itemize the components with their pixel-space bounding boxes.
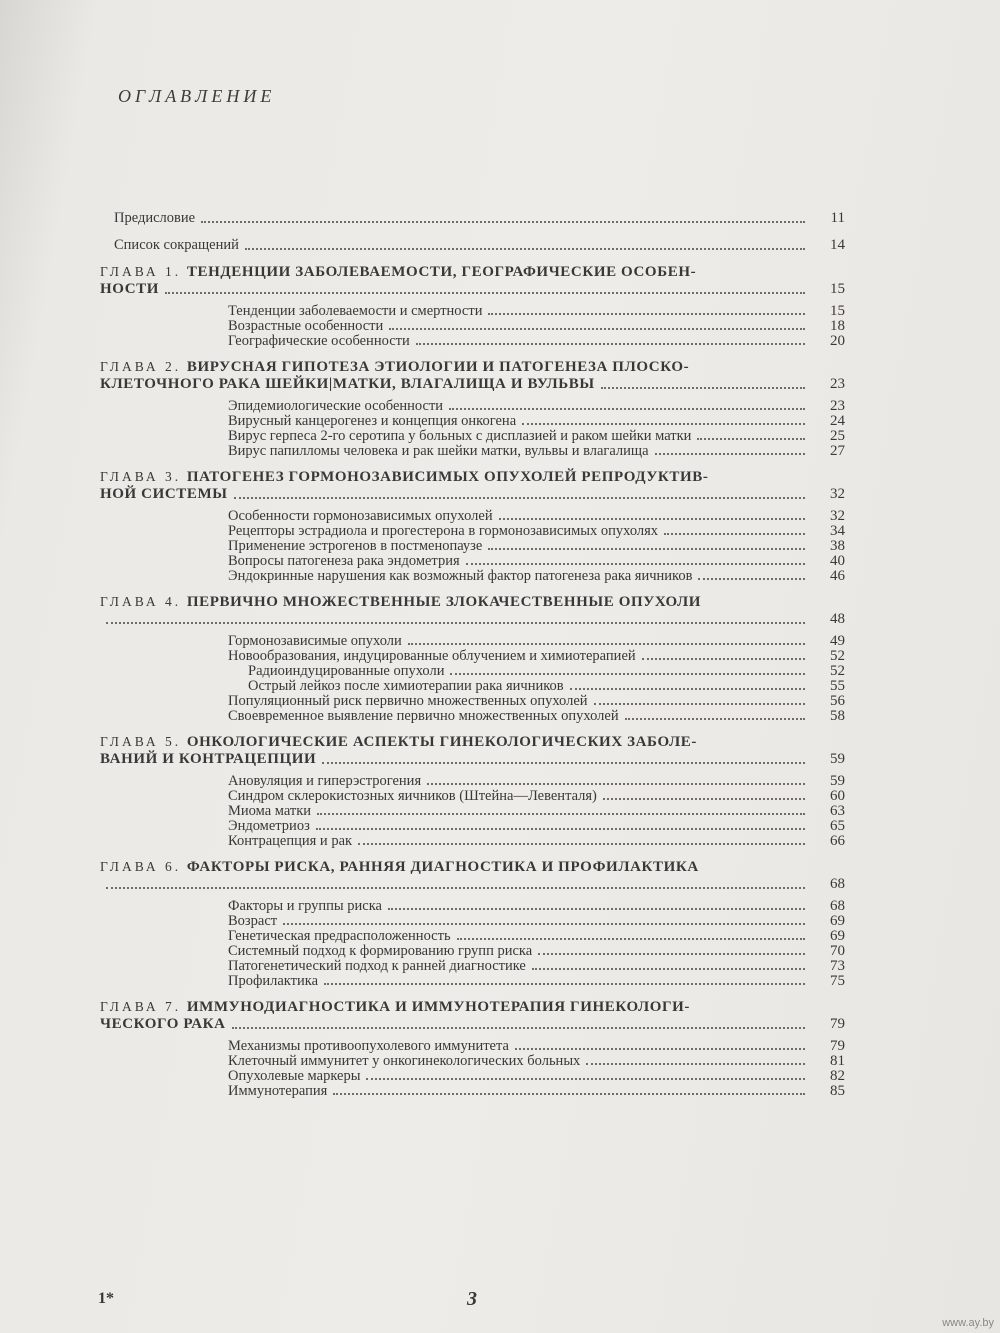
leader-dots xyxy=(515,1047,805,1050)
toc-row-section xyxy=(100,1069,845,1084)
toc-row-label: Эндокринные нарушения как возможный фактор патогенеза рака яичников xyxy=(228,568,693,584)
leader-dots xyxy=(642,657,805,660)
toc-row-label: Географические особенности xyxy=(228,333,410,349)
signature-mark: 1* xyxy=(98,1290,114,1307)
chapter-number: ГЛАВА 1. xyxy=(100,264,182,279)
chapter-block xyxy=(100,859,845,989)
toc-row-section xyxy=(100,694,845,709)
leader-dots xyxy=(234,496,805,499)
leader-dots xyxy=(697,437,805,440)
leader-dots xyxy=(625,717,805,720)
leader-dots xyxy=(603,797,805,800)
toc-row-page: 52 xyxy=(830,648,845,664)
toc-row-preface xyxy=(100,210,845,227)
leader-dots xyxy=(416,342,805,345)
toc-row-label: Своевременное выявление первично множественных опухолей xyxy=(228,708,619,724)
chapter-title-continuation: НОСТИ xyxy=(100,281,160,297)
toc-row-label: Гормонозависимые опухоли xyxy=(228,633,402,649)
chapter-block xyxy=(100,594,845,724)
toc-row-page: 23 xyxy=(830,398,845,414)
toc-row-page: 81 xyxy=(830,1053,845,1069)
toc-row-section xyxy=(100,414,845,429)
toc-row-section xyxy=(100,634,845,649)
toc-row-abbreviations xyxy=(100,237,845,254)
toc-row-section xyxy=(100,524,845,539)
toc-row-section xyxy=(100,944,845,959)
toc-row-page: 52 xyxy=(830,663,845,679)
chapter-title: ТЕНДЕНЦИИ ЗАБОЛЕВАЕМОСТИ, ГЕОГРАФИЧЕСКИЕ ОСОБЕН- xyxy=(186,264,697,280)
toc-row-page: 38 xyxy=(830,538,845,554)
chapter-block xyxy=(100,264,845,349)
chapter-heading xyxy=(100,999,845,1033)
chapter-title-end xyxy=(100,611,845,628)
chapter-title-continuation: НОЙ СИСТЕМЫ xyxy=(100,486,228,502)
toc-row-page: 59 xyxy=(830,773,845,789)
toc-row-page: 46 xyxy=(830,568,845,584)
toc-row-section xyxy=(100,444,845,459)
toc-row-label: Новообразования, индуцированные облучением и химиотерапией xyxy=(228,648,636,664)
chapter-page: 68 xyxy=(830,876,845,892)
toc-row-page: 14 xyxy=(830,237,845,253)
toc-row-section xyxy=(100,804,845,819)
chapter-block xyxy=(100,469,845,584)
toc-row-label: Список сокращений xyxy=(114,237,239,253)
leader-dots xyxy=(106,886,805,889)
toc-row-page: 69 xyxy=(830,913,845,929)
leader-dots xyxy=(532,967,805,970)
watermark: www.ay.by xyxy=(942,1317,994,1329)
leader-dots xyxy=(232,1026,805,1029)
toc-row-section xyxy=(100,1054,845,1069)
toc-row-section xyxy=(100,664,845,679)
toc-row-page: 32 xyxy=(830,508,845,524)
chapter-block xyxy=(100,999,845,1099)
toc-row-label: Тенденции заболеваемости и смертности xyxy=(228,303,483,319)
toc-row-label: Факторы и группы риска xyxy=(228,898,382,914)
chapter-title-continuation: ВАНИЙ И КОНТРАЦЕПЦИИ xyxy=(100,751,317,767)
toc-row-page: 85 xyxy=(830,1083,845,1099)
toc-row-section xyxy=(100,834,845,849)
toc-row-page: 15 xyxy=(830,303,845,319)
leader-dots xyxy=(389,327,805,330)
toc-row-section xyxy=(100,914,845,929)
toc-row-page: 75 xyxy=(830,973,845,989)
chapter-heading xyxy=(100,264,845,298)
chapter-heading xyxy=(100,469,845,503)
toc-row-page: 69 xyxy=(830,928,845,944)
leader-dots xyxy=(245,247,805,250)
toc-row-section xyxy=(100,304,845,319)
toc-row-section xyxy=(100,974,845,989)
toc-row-section xyxy=(100,399,845,414)
toc-row-label: Профилактика xyxy=(228,973,319,989)
leader-dots xyxy=(586,1062,805,1065)
section-list xyxy=(100,1039,845,1099)
chapter-page: 23 xyxy=(830,376,845,392)
toc-row-label: Популяционный риск первично множественных опухолей xyxy=(228,693,588,709)
toc-row-label: Генетическая предрасположенность xyxy=(228,928,451,944)
section-list xyxy=(100,304,845,349)
toc-row-page: 11 xyxy=(830,210,845,226)
toc-row-section xyxy=(100,959,845,974)
toc-row-label: Патогенетический подход к ранней диагностике xyxy=(228,958,526,974)
leader-dots xyxy=(366,1077,805,1080)
toc-row-page: 68 xyxy=(830,898,845,914)
chapter-title-line xyxy=(100,359,845,376)
chapter-block xyxy=(100,359,845,459)
leader-dots xyxy=(594,702,805,705)
table-of-contents xyxy=(100,200,845,1099)
leader-dots xyxy=(316,827,805,830)
chapter-page: 79 xyxy=(830,1016,845,1032)
toc-row-page: 40 xyxy=(830,553,845,569)
toc-row-section xyxy=(100,929,845,944)
toc-row-label: Контрацепция и рак xyxy=(228,833,353,849)
toc-row-page: 20 xyxy=(830,333,845,349)
toc-row-section xyxy=(100,1039,845,1054)
section-list xyxy=(100,399,845,459)
toc-row-label: Эпидемиологические особенности xyxy=(228,398,444,414)
toc-row-section xyxy=(100,509,845,524)
leader-dots xyxy=(324,982,805,985)
toc-row-section xyxy=(100,334,845,349)
chapter-title-line xyxy=(100,859,845,876)
toc-row-label: Вирус герпеса 2-го серотипа у больных с дисплазией и раком шейки матки xyxy=(228,428,692,444)
chapter-page: 59 xyxy=(830,751,845,767)
toc-row-label: Применение эстрогенов в постменопаузе xyxy=(228,538,483,554)
toc-row-section xyxy=(100,429,845,444)
toc-row-label: Вирус папилломы человека и рак шейки матки, вульвы и влагалища xyxy=(228,443,649,459)
toc-row-section xyxy=(100,1084,845,1099)
toc-row-section xyxy=(100,649,845,664)
toc-row-label: Механизмы противоопухолевого иммунитета xyxy=(228,1038,509,1054)
toc-row-label: Возраст xyxy=(228,913,278,929)
leader-dots xyxy=(466,562,805,565)
toc-title: ОГЛАВЛЕНИЕ xyxy=(118,86,276,106)
chapter-page: 32 xyxy=(830,486,845,502)
chapter-title-continuation: КЛЕТОЧНОГО РАКА ШЕЙКИ|МАТКИ, ВЛАГАЛИЩА И ВУЛЬВЫ xyxy=(100,376,595,392)
toc-row-label: Миома матки xyxy=(228,803,312,819)
leader-dots xyxy=(488,547,805,550)
leader-dots xyxy=(283,922,805,925)
chapter-block xyxy=(100,734,845,849)
section-list xyxy=(100,899,845,989)
chapter-title-end xyxy=(100,876,845,893)
leader-dots xyxy=(165,291,805,294)
leader-dots xyxy=(655,452,805,455)
leader-dots xyxy=(106,621,805,624)
toc-row-label: Клеточный иммунитет у онкогинекологических больных xyxy=(228,1053,581,1069)
toc-row-section xyxy=(100,774,845,789)
section-list xyxy=(100,634,845,724)
chapter-title-line xyxy=(100,469,845,486)
toc-row-page: 56 xyxy=(830,693,845,709)
toc-row-page: 27 xyxy=(830,443,845,459)
section-list xyxy=(100,509,845,584)
toc-row-label: Системный подход к формированию групп риска xyxy=(228,943,533,959)
toc-row-page: 18 xyxy=(830,318,845,334)
chapter-title-end xyxy=(100,751,845,768)
leader-dots xyxy=(570,687,805,690)
toc-row-section xyxy=(100,899,845,914)
toc-row-section xyxy=(100,319,845,334)
toc-row-page: 55 xyxy=(830,678,845,694)
toc-row-section xyxy=(100,539,845,554)
toc-row-page: 79 xyxy=(830,1038,845,1054)
toc-row-page: 63 xyxy=(830,803,845,819)
leader-dots xyxy=(333,1092,805,1095)
toc-row-page: 58 xyxy=(830,708,845,724)
leader-dots xyxy=(408,642,805,645)
leader-dots xyxy=(317,812,805,815)
chapter-number: ГЛАВА 4. xyxy=(100,594,182,609)
toc-row-label: Опухолевые маркеры xyxy=(228,1068,361,1084)
toc-row-label: Вирусный канцерогенез и концепция онкогена xyxy=(228,413,517,429)
chapter-title-line xyxy=(100,594,845,611)
leader-dots xyxy=(457,937,805,940)
chapter-title: ОНКОЛОГИЧЕСКИЕ АСПЕКТЫ ГИНЕКОЛОГИЧЕСКИХ ЗАБОЛЕ- xyxy=(186,734,697,750)
leader-dots xyxy=(522,422,805,425)
chapter-page: 15 xyxy=(830,281,845,297)
toc-row-page: 60 xyxy=(830,788,845,804)
section-list xyxy=(100,774,845,849)
chapter-title-end xyxy=(100,281,845,298)
toc-row-page: 24 xyxy=(830,413,845,429)
leader-dots xyxy=(601,386,805,389)
toc-row-section xyxy=(100,709,845,724)
toc-row-page: 70 xyxy=(830,943,845,959)
toc-row-label: Возрастные особенности xyxy=(228,318,384,334)
toc-row-page: 25 xyxy=(830,428,845,444)
chapter-title: ПЕРВИЧНО МНОЖЕСТВЕННЫЕ ЗЛОКАЧЕСТВЕННЫЕ ОПУХОЛИ xyxy=(186,594,702,610)
toc-row-section xyxy=(100,789,845,804)
toc-row-page: 34 xyxy=(830,523,845,539)
page-number: 3 xyxy=(467,1288,477,1310)
leader-dots xyxy=(322,761,805,764)
leader-dots xyxy=(664,532,805,535)
leader-dots xyxy=(538,952,805,955)
toc-row-label: Радиоиндуцированные опухоли xyxy=(248,663,445,679)
chapter-title: ВИРУСНАЯ ГИПОТЕЗА ЭТИОЛОГИИ И ПАТОГЕНЕЗА ПЛОСКО- xyxy=(186,359,690,375)
chapter-title: ФАКТОРЫ РИСКА, РАННЯЯ ДИАГНОСТИКА И ПРОФИЛАКТИКА xyxy=(186,859,699,875)
chapter-title-end xyxy=(100,1016,845,1033)
toc-row-page: 66 xyxy=(830,833,845,849)
leader-dots xyxy=(698,577,805,580)
toc-row-page: 82 xyxy=(830,1068,845,1084)
toc-row-section xyxy=(100,569,845,584)
chapter-list xyxy=(100,264,845,1099)
chapter-number: ГЛАВА 2. xyxy=(100,359,182,374)
chapter-page: 48 xyxy=(830,611,845,627)
toc-row-label: Вопросы патогенеза рака эндометрия xyxy=(228,553,460,569)
chapter-heading xyxy=(100,594,845,628)
toc-row-label: Острый лейкоз после химиотерапии рака яичников xyxy=(248,678,564,694)
toc-row-label: Рецепторы эстрадиола и прогестерона в гормонозависимых опухолях xyxy=(228,523,659,539)
toc-row-label: Эндометриоз xyxy=(228,818,310,834)
chapter-number: ГЛАВА 5. xyxy=(100,734,182,749)
chapter-heading xyxy=(100,359,845,393)
toc-row-label: Иммунотерапия xyxy=(228,1083,328,1099)
toc-row-label: Ановуляция и гиперэстрогения xyxy=(228,773,422,789)
chapter-heading xyxy=(100,734,845,768)
leader-dots xyxy=(427,782,805,785)
chapter-number: ГЛАВА 6. xyxy=(100,859,182,874)
leader-dots xyxy=(499,517,805,520)
chapter-title-line xyxy=(100,264,845,281)
toc-row-section xyxy=(100,554,845,569)
chapter-title-continuation: ЧЕСКОГО РАКА xyxy=(100,1016,226,1032)
chapter-title: ПАТОГЕНЕЗ ГОРМОНОЗАВИСИМЫХ ОПУХОЛЕЙ РЕПРОДУКТИВ- xyxy=(186,469,709,485)
toc-row-label: Особенности гормонозависимых опухолей xyxy=(228,508,493,524)
chapter-title-line xyxy=(100,734,845,751)
toc-row-page: 73 xyxy=(830,958,845,974)
leader-dots xyxy=(488,312,805,315)
leader-dots xyxy=(201,220,805,223)
toc-row-page: 65 xyxy=(830,818,845,834)
chapter-title-end xyxy=(100,376,845,393)
chapter-number: ГЛАВА 3. xyxy=(100,469,182,484)
chapter-title: ИММУНОДИАГНОСТИКА И ИММУНОТЕРАПИЯ ГИНЕКОЛОГИ- xyxy=(186,999,691,1015)
toc-row-label: Предисловие xyxy=(114,210,196,226)
chapter-title-line xyxy=(100,999,845,1016)
toc-row-section xyxy=(100,819,845,834)
chapter-heading xyxy=(100,859,845,893)
chapter-number: ГЛАВА 7. xyxy=(100,999,182,1014)
chapter-title-end xyxy=(100,486,845,503)
toc-row-section xyxy=(100,679,845,694)
toc-row-page: 49 xyxy=(830,633,845,649)
toc-row-label: Синдром склерокистозных яичников (Штейна—Левенталя) xyxy=(228,788,597,804)
leader-dots xyxy=(450,672,805,675)
leader-dots xyxy=(388,907,805,910)
leader-dots xyxy=(358,842,805,845)
leader-dots xyxy=(449,407,805,410)
